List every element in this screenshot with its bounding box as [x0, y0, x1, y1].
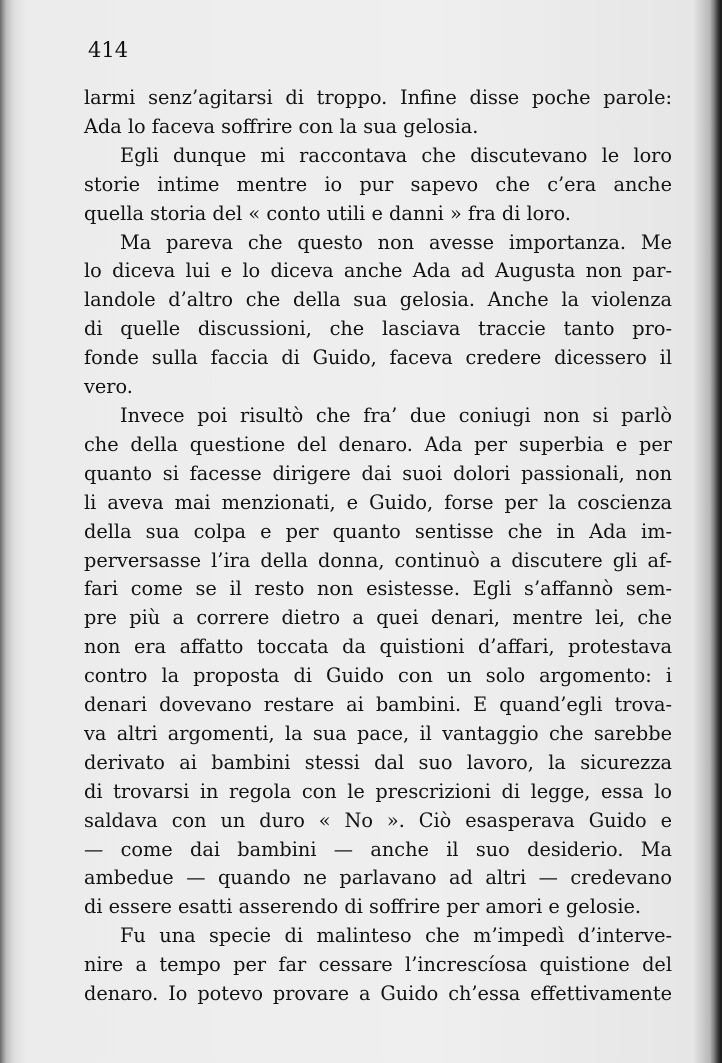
text-line: saldava con un duro « No ». Ciò esasperava Guido e — [84, 808, 672, 832]
text-line: Ma pareva che questo non avesse importanza. Me — [120, 230, 672, 254]
text-line: quanto si facesse dirigere dai suoi dolori passionali, non — [84, 461, 672, 485]
text-line: larmi senz’agitarsi di troppo. Infine disse poche parole: — [84, 86, 672, 109]
text-line: fari come se il resto non esistesse. Egli s’affannò sem- — [84, 577, 672, 601]
text-line: lo diceva lui e lo diceva anche Ada ad Augusta non par- — [84, 259, 672, 283]
text-line: di essere esatti asserendo di soffrire per amori e gelosie. — [84, 895, 642, 919]
body-text — [84, 84, 672, 1009]
page-edge-shadow — [710, 0, 722, 1063]
text-line: storie intime mentre io pur sapevo che c’era anche — [84, 172, 672, 196]
text-line: derivato ai bambini stessi dal suo lavoro, la sicurezza — [84, 750, 672, 774]
text-line: della sua colpa e per quanto sentisse che in Ada im- — [84, 519, 672, 543]
text-line: landole d’altro che della sua gelosia. Anche la violenza — [84, 288, 672, 312]
text-line: Invece poi risultò che fra’ due coniugi non si parlò — [120, 403, 672, 427]
text-line: Egli dunque mi raccontava che discutevano le loro — [120, 143, 672, 167]
text-line: pre più a correre dietro a quei denari, mentre lei, che — [84, 606, 672, 630]
text-line: denaro. Io potevo provare a Guido ch’essa effettivamente — [84, 982, 672, 1006]
page-number: 414 — [88, 38, 129, 62]
text-line: va altri argomenti, la sua pace, il vantaggio che sarebbe — [84, 721, 672, 745]
text-line: fonde sulla faccia di Guido, faceva credere dicessero il — [84, 346, 672, 370]
text-line: ambedue — quando ne parlavano ad altri — credevano — [84, 866, 672, 890]
text-line: denari dovevano restare ai bambini. E quand’egli trova- — [84, 693, 672, 717]
text-line: perversasse l’ira della donna, continuò a discutere gli af- — [84, 548, 672, 572]
text-line: — come dai bambini — anche il suo desiderio. Ma — [84, 837, 672, 861]
text-line: contro la proposta di Guido con un solo argomento: i — [84, 664, 672, 688]
text-line: che della questione del denaro. Ada per superbia e per — [84, 432, 672, 456]
text-line: di trovarsi in regola con le prescrizioni di legge, essa lo — [84, 779, 672, 803]
text-line: non era affatto toccata da quistioni d’affari, protestava — [84, 635, 672, 659]
text-line: vero. — [84, 375, 133, 399]
text-line: di quelle discussioni, che lasciava traccie tanto pro- — [84, 317, 672, 341]
text-line: nire a tempo per far cessare l’increscíosa quistione del — [84, 953, 672, 977]
text-line: li aveva mai menzionati, e Guido, forse per la coscienza — [84, 490, 672, 514]
text-line: quella storia del « conto utili e danni » fra di loro. — [84, 201, 571, 225]
text-line: Ada lo faceva soffrire con la sua gelosia. — [84, 114, 479, 138]
text-line: Fu una specie di malinteso che m’impedì d’interve- — [120, 924, 672, 948]
